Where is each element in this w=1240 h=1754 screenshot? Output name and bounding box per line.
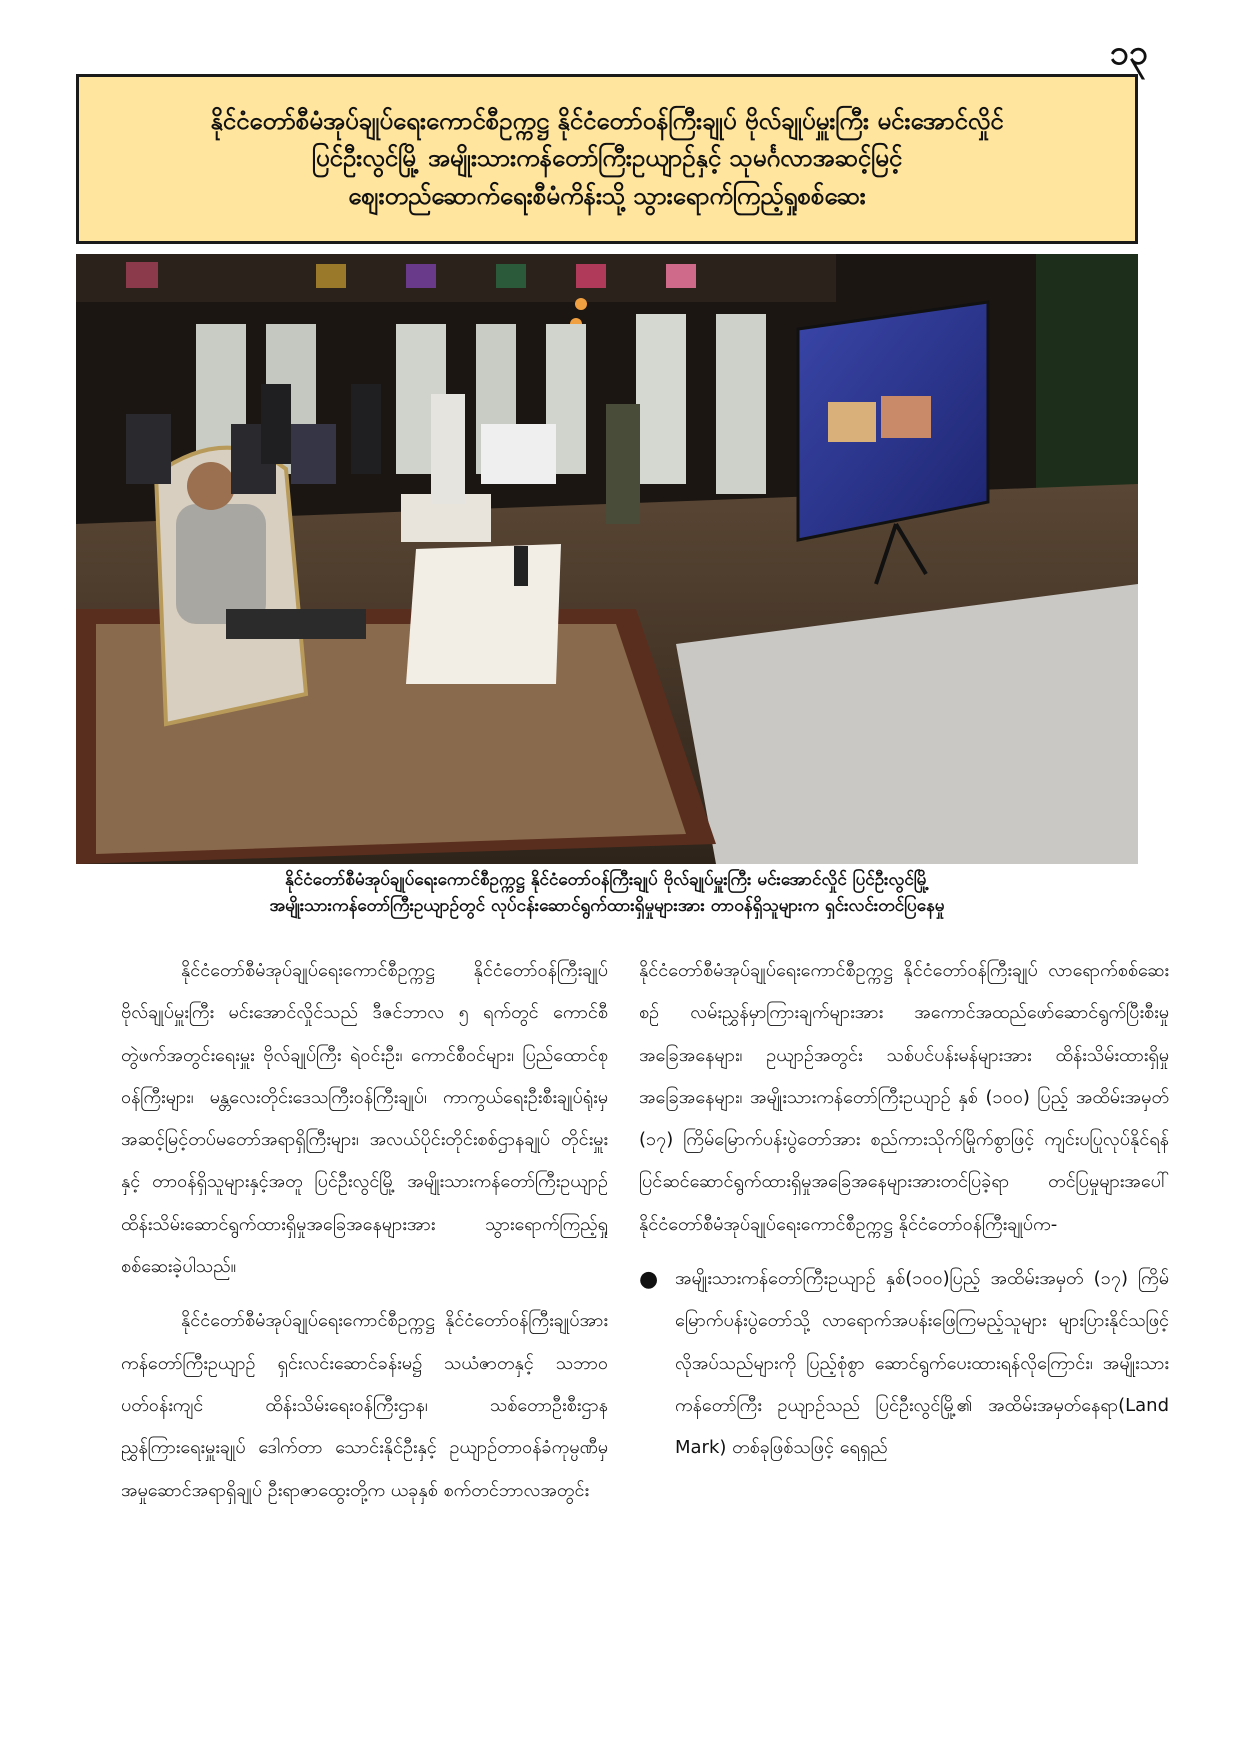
caption-line: အမျိုးသားကန်တော်ကြီးဥယျာဉ်တွင် လုပ်ငန်းဆောင်ရွက်ထားရှိမှုများအား တာဝန်ရှိသူများက ရှင်းလင်းတင်ပြနေမှု — [269, 895, 945, 916]
flower-panel — [406, 264, 436, 288]
flower-panel — [126, 262, 158, 288]
seated-person — [126, 414, 171, 484]
article-paragraph: နိုင်ငံတော်စီမံအုပ်ချုပ်ရေးကောင်စီဥက္ကဋ္ဌ နိုင်ငံတော်ဝန်ကြီးချုပ် ဗိုလ်ချုပ်မှူးကြီး မင်းအောင်လှိုင်သည် ဒီဇင်ဘာလ ၅ ရက်တွင် ကောင်စီတွဲဖက်အတွင်းရေးမှူး ဗိုလ်ချုပ်ကြီး ရဲဝင်းဦး၊ ကောင်စီဝင်များ၊ ပြည်ထောင်စုဝန်ကြီးများ၊ မန္တလေးတိုင်းဒေသကြီးဝန်ကြီးချုပ်၊ ကာကွယ်ရေးဦးစီးချုပ်ရုံးမှ အဆင့်မြင့်တပ်မတော်အရာရှိကြီးများ၊ အလယ်ပိုင်းတိုင်းစစ်ဌာနချုပ် တိုင်းမှူးနှင့် တာဝန်ရှိသူများနှင့်အတူ ပြင်ဦးလွင်မြို့ အမျိုးသားကန်တော်ကြီးဥယျာဉ် ထိန်းသိမ်းဆောင်ရွက်ထားရှိမှုအခြေအနေများအား သွားရောက်ကြည့်ရှုစစ်ဆေးခဲ့ပါသည်။ — [121, 960, 608, 1278]
news-photo — [76, 254, 1138, 864]
flower-panel — [666, 264, 696, 288]
bullet-item — [639, 1258, 1169, 1469]
ceiling — [76, 254, 836, 302]
bullet-text: အမျိုးသားကန်တော်ကြီးဥယျာဉ် နှစ်(၁၀၀)ပြည့် အထိမ်းအမှတ် (၁၇) ကြိမ်မြောက်ပန်းပွဲတော်သို့ လာရောက်အပန်းဖြေကြမည့်သူများ များပြားနိုင်သဖြင့် လိုအပ်သည်များကို ပြည့်စုံစွာ ဆောင်ရွက်ပေးထားရန်လိုကြောင်း၊ အမျိုးသားကန်တော်ကြီး ဥယျာဉ်သည် ပြင်ဦးလွင်မြို့၏ အထိမ်းအမှတ်နေရာ(Land Mark) တစ်ခုဖြစ်သဖြင့် ရေရှည် — [675, 1268, 1169, 1459]
article-left-column — [121, 950, 608, 1524]
headline-line: စျေးတည်ဆောက်ရေးစီမံကိန်းသို့ သွားရောက်ကြည့်ရှုစစ်ဆေး — [348, 181, 866, 210]
seated-official — [176, 504, 266, 624]
article-right-column — [639, 950, 1169, 1470]
presenter — [431, 394, 465, 504]
screen-photo — [881, 396, 931, 438]
flower-panel — [576, 264, 606, 288]
coffee-table — [406, 544, 561, 684]
headline-line: ပြင်ဦးလွင်မြို့ အမျိုးသားကန်တော်ကြီးဥယျာဉ်နှင့် သုမင်္ဂလာအဆင့်မြင့် — [311, 144, 903, 173]
article-paragraph: နိုင်ငံတော်စီမံအုပ်ချုပ်ရေးကောင်စီဥက္ကဋ္ဌ နိုင်ငံတော်ဝန်ကြီးချုပ်အား ကန်တော်ကြီးဥယျာဉ် ရှင်းလင်းဆောင်ခန်းမ၌ သယံဇာတနှင့် သဘာဝပတ်ဝန်းကျင် ထိန်းသိမ်းရေးဝန်ကြီးဌာန၊ သစ်တောဦးစီးဌာန ညွှန်ကြားရေးမှူးချုပ် ဒေါက်တာ သောင်းနိုင်ဦးနှင့် ဥယျာဉ်တာဝန်ခံကုမ္ပဏီမှ အမှုဆောင်အရာရှိချုပ် ဦးရာဇာထွေးတို့က ယခုနှစ် စက်တင်ဘာလအတွင်း — [121, 1310, 608, 1501]
standing-person — [351, 384, 381, 474]
official-head — [187, 462, 235, 510]
headline-line: နိုင်ငံတော်စီမံအုပ်ချုပ်ရေးကောင်စီဥက္ကဋ္ဌ နိုင်ငံတော်ဝန်ကြီးချုပ် ဗိုလ်ချုပ်မှူးကြီး မင်းအောင်လှိုင် — [210, 107, 1004, 136]
screen-photo — [828, 402, 876, 442]
table-cloth — [481, 424, 556, 484]
official-legs — [226, 609, 366, 639]
standing-person — [261, 384, 291, 464]
officer-standing — [606, 404, 640, 524]
headline-box — [76, 74, 1138, 244]
bullet-icon: ● — [639, 1267, 659, 1293]
caption-line: နိုင်ငံတော်စီမံအုပ်ချုပ်ရေးကောင်စီဥက္ကဋ္ဌ နိုင်ငံတော်ဝန်ကြီးချုပ် ဗိုလ်ချုပ်မှူးကြီး မင်းအောင်လှိုင် ပြင်ဦးလွင်မြို့ — [284, 870, 930, 890]
article-paragraph: နိုင်ငံတော်စီမံအုပ်ချုပ်ရေးကောင်စီဥက္ကဋ္ဌ နိုင်ငံတော်ဝန်ကြီးချုပ် လာရောက်စစ်ဆေးစဉ် လမ်းညွှန်မှာကြားချက်များအား အကောင်အထည်ဖော်ဆောင်ရွက်ပြီးစီးမှုအခြေအနေများ၊ ဥယျာဉ်အတွင်း သစ်ပင်ပန်းမန်များအား ထိန်းသိမ်းထားရှိမှုအခြေအနေများ၊ အမျိုးသားကန်တော်ကြီးဥယျာဉ် နှစ် (၁၀၀) ပြည့် အထိမ်းအမှတ် (၁၇) ကြိမ်မြောက်ပန်းပွဲတော်အား စည်ကားသိုက်မြိုက်စွာဖြင့် ကျင်းပပြုလုပ်နိုင်ရန် ပြင်ဆင်ဆောင်ရွက်ထားရှိမှုအခြေအနေများအားတင်ပြခဲ့ရာ တင်ပြမှုများအပေါ် နိုင်ငံတော်စီမံအုပ်ချုပ်ရေးကောင်စီဥက္ကဋ္ဌ နိုင်ငံတော်ဝန်ကြီးချုပ်က- — [639, 960, 1169, 1235]
window-panel — [716, 314, 766, 494]
flower-panel — [316, 264, 346, 288]
page-number: ၁၃ — [1109, 33, 1148, 73]
photo-caption — [76, 868, 1138, 919]
flower-panel — [496, 264, 526, 288]
seated-person — [291, 424, 336, 484]
hanging-lamp — [575, 298, 587, 310]
window-panel — [636, 314, 686, 484]
thermos — [514, 546, 528, 586]
photo-illustration — [76, 254, 1138, 864]
